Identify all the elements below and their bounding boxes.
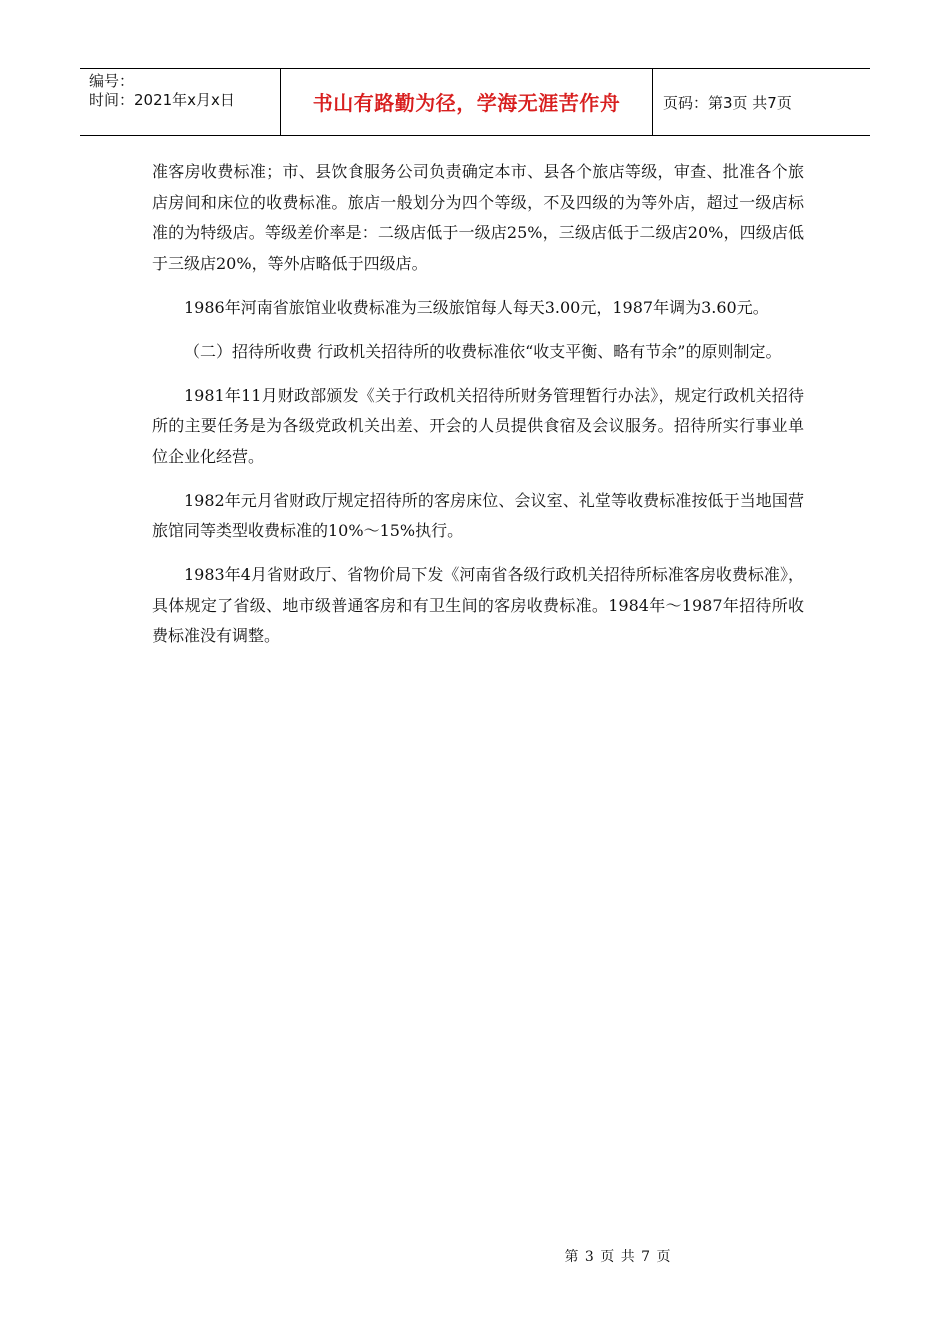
- document-body: [152, 157, 804, 665]
- page-footer: 第 3 页 共 7 页: [564, 1249, 672, 1265]
- body-paragraph: 1983年4月省财政厅、省物价局下发《河南省各级行政机关招待所标准客房收费标准》，具体规定了省级、地市级普通客房和有卫生间的客房收费标准。1984年～1987年招待所收费标准没有调整。: [152, 565, 804, 645]
- body-paragraph-continued: 准客房收费标准；市、县饮食服务公司负责确定本市、县各个旅店等级，审查、批准各个旅店房间和床位的收费标准。旅店一般划分为四个等级，不及四级的为等外店，超过一级店标准的为特级店。等级差价率是：二级店低于一级店25%，三级店低于二级店20%，四级店低于三级店20%，等外店略低于四级店。: [152, 162, 804, 273]
- header-motto: 书山有路勤为径，学海无涯苦作舟: [312, 90, 621, 115]
- body-paragraph: 1986年河南省旅馆业收费标准为三级旅馆每人每天3.00元，1987年调为3.60元。: [184, 297, 769, 317]
- header-meta: [80, 69, 281, 135]
- header-motto-cell: [281, 69, 653, 135]
- page-header: [80, 68, 870, 136]
- header-page-info: 页码：第3页 共7页: [663, 93, 792, 112]
- time-label: 时间：2021年x月x日: [89, 91, 235, 109]
- body-paragraph: 1981年11月财政部颁发《关于行政机关招待所财务管理暂行办法》，规定行政机关招待所的主要任务是为各级党政机关出差、开会的人员提供食宿及会议服务。招待所实行事业单位企业化经营。: [152, 385, 804, 466]
- body-paragraph: 1982年元月省财政厅规定招待所的客房床位、会议室、礼堂等收费标准按低于当地国营旅馆同等类型收费标准的10%～15%执行。: [152, 490, 804, 540]
- doc-number-label: 编号：: [89, 72, 135, 90]
- body-paragraph: （二）招待所收费 行政机关招待所的收费标准依“收支平衡、略有节余”的原则制定。: [184, 341, 782, 361]
